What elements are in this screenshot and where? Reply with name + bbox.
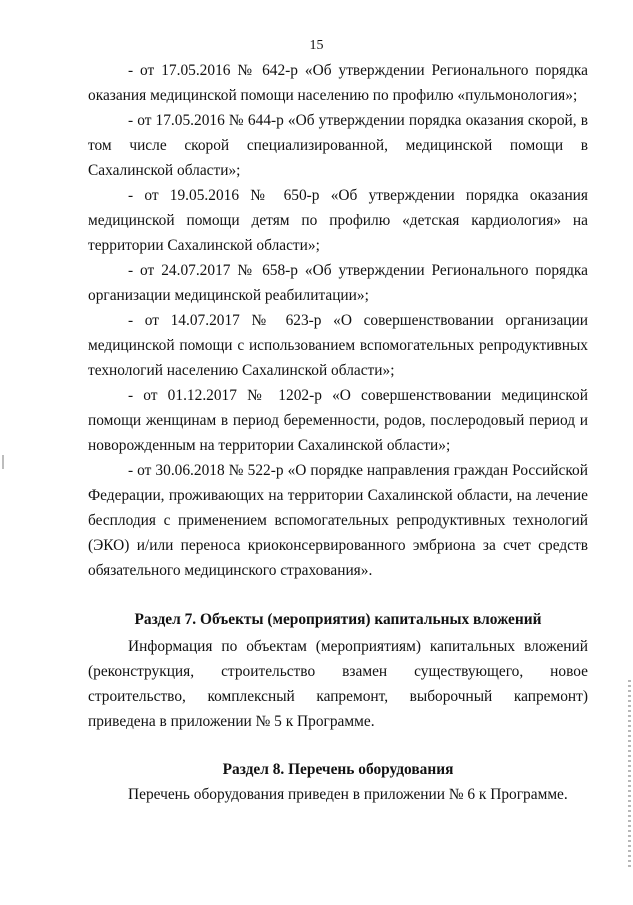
order-623-paragraph: - от 14.07.2017 № 623-р «О совершенствовании организации медицинской помощи с использованием вспомогательных репродуктивных технологий населению Сахалинской области»; (88, 312, 588, 379)
order-642-paragraph: - от 17.05.2016 № 642-р «Об утверждении Регионального порядка оказания медицинской помощи населению по профилю «пульмонология»; (88, 62, 588, 104)
page-number: 15 (309, 38, 324, 53)
order-658-paragraph: - от 24.07.2017 № 658-р «Об утверждении Регионального порядка организации медицинской реабилитации»; (88, 262, 588, 304)
order-650-paragraph: - от 19.05.2016 № 650-р «Об утверждении порядка оказания медицинской помощи детям по профилю «детская кардиология» на территории Сахалинской области»; (88, 187, 588, 254)
scan-margin-dot (2, 455, 4, 469)
section-7-text: Информация по объектам (мероприятиям) капитальных вложений (реконструкция, строительство взамен существующего, новое строительство, комплексный капремонт, выборочный капремонт) приведена в приложении № 5 к Программе. (88, 638, 588, 730)
section-7-heading: Раздел 7. Объекты (мероприятия) капитальных вложений (134, 611, 542, 628)
section-8-heading: Раздел 8. Перечень оборудования (222, 761, 454, 778)
section-8-text: Перечень оборудования приведен в приложении № 6 к Программе. (128, 786, 568, 803)
order-1202-paragraph: - от 01.12.2017 № 1202-р «О совершенствовании медицинской помощи женщинам в период беременности, родов, послеродовый период и новорожденным на территории Сахалинской области»; (88, 387, 588, 454)
document-body (88, 58, 588, 807)
order-644-paragraph: - от 17.05.2016 № 644-р «Об утверждении порядка оказания скорой, в том числе скорой специализированной, медицинской помощи в Сахалинской области»; (88, 112, 588, 179)
order-522-paragraph: - от 30.06.2018 № 522-р «О порядке направления граждан Российской Федерации, проживающих на территории Сахалинской области, на лечение бесплодия с применением вспомогательных репродуктивных технологий (ЭКО) и/или переноса криоконсервированного эмбриона за счет средств обязательного медицинского страхования». (88, 462, 588, 579)
scan-edge-mark (628, 680, 631, 870)
